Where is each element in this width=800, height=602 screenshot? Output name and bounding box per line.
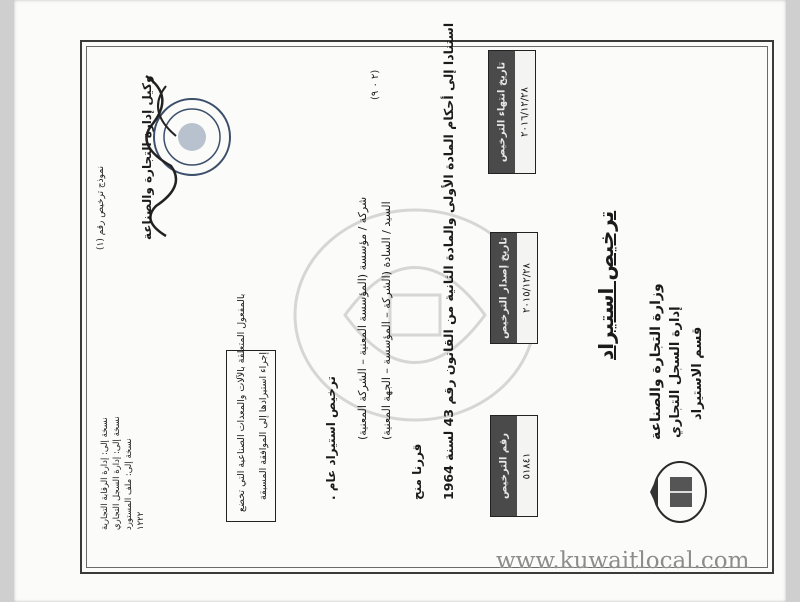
company-line: شركة / مؤسسة (المؤسسة المعنية – الشركة المعنية) <box>356 196 369 440</box>
activity-line-1: بالمفعول المتعلقة بالآلات والمعدات الصناعية التي تخضع <box>236 293 247 512</box>
department-name: إدارة السجل التجاري <box>668 306 683 438</box>
form-reference: نموذج ترخيص رقم (١) <box>96 165 106 250</box>
coat-of-arms-icon <box>640 455 714 529</box>
license-number-value: ٥١٨٤١ <box>521 452 533 480</box>
copy-note-3: نسخة إلى: ملف المستورد <box>124 438 134 530</box>
license-number-label: رقم الترخيص <box>498 432 510 500</box>
copy-note-2: نسخة إلى: إدارة السجل التجاري <box>112 416 122 530</box>
document-title: ترخيص استيراد <box>594 210 618 360</box>
ministry-name: وزارة التجارة والصناعة <box>648 283 664 440</box>
copy-note-4: ١٢٢٢ <box>136 511 146 530</box>
expiry-date-label: تاريخ انتهاء الترخيص <box>496 61 508 163</box>
license-number-box <box>490 415 538 517</box>
form-number: (٢ ٠ ٩) <box>370 69 381 100</box>
website-watermark: www.kuwaitlocal.com <box>496 548 750 574</box>
issue-date-value: ٢٠١٥/١٢/٢٨ <box>521 263 533 313</box>
name-line: السيد / السادة (الشركة – المؤسسة – الجهة المعنية) <box>380 201 393 440</box>
section-name: قسم الاستيراد <box>690 326 705 420</box>
issue-date-label: تاريخ إصدار الترخيص <box>498 237 510 339</box>
expiry-date-value: ٢٠١٦/١٢/٢٨ <box>519 87 531 137</box>
signature-icon <box>126 56 196 246</box>
license-type: ترخيص استيراد عام . <box>324 376 338 500</box>
activity-line-2: إجراء استيرادها إلى الموافقة المسبقة <box>258 351 269 500</box>
grant-line: قررنا منح <box>410 443 424 500</box>
signatory-title: وكيل إدارة التجارة والصناعة <box>140 75 154 240</box>
law-statement: استنادا إلى أحكام المادة الأولى والمادة الثانية من القانون رقم 43 لسنة 1964 <box>441 22 456 500</box>
issue-date-box <box>490 232 538 344</box>
copy-note-1: نسخة إلى: إدارة الرقابة التجارية <box>100 417 110 530</box>
expiry-date-box <box>488 50 536 174</box>
